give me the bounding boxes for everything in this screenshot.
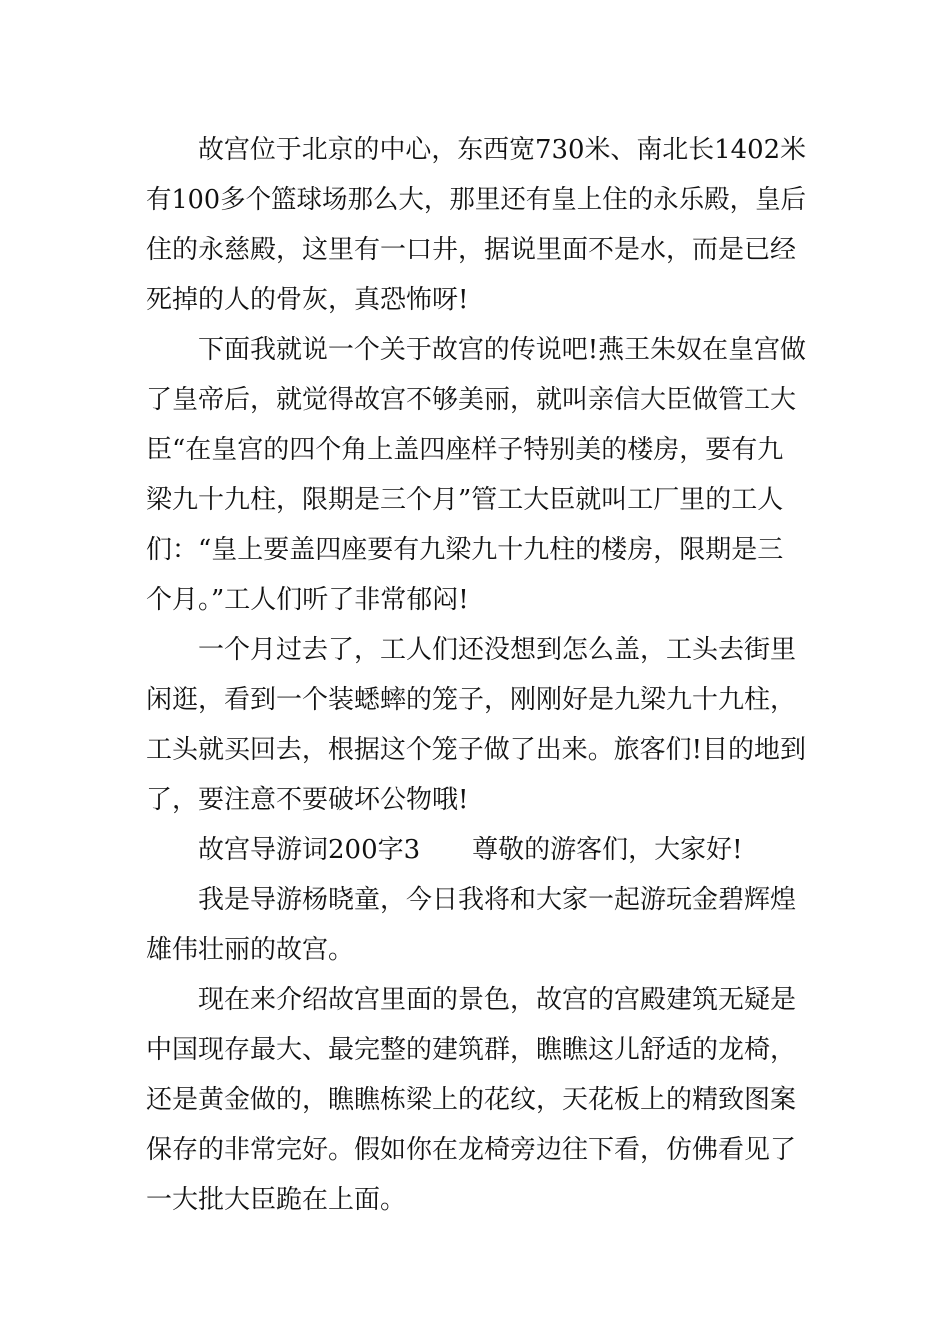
paragraph-text: 我是导游杨晓童，今日我将和大家一起游玩金碧辉煌 (198, 885, 797, 915)
paragraph-line (0, 1030, 950, 1070)
paragraph-line (0, 380, 950, 420)
paragraph-text: 闲逛，看到一个装蟋蟀的笼子，刚刚好是九梁九十九柱， (146, 685, 797, 715)
paragraph-line (0, 630, 950, 670)
paragraph-line (0, 330, 950, 370)
paragraph-text: 们：“皇上要盖四座要有九梁九十九柱的楼房，限期是三 (146, 535, 784, 565)
paragraph-line (0, 530, 950, 570)
paragraph-text: 下面我就说一个关于故宫的传说吧!燕王朱奴在皇宫做 (198, 335, 807, 365)
paragraph-line (0, 1180, 950, 1220)
paragraph-line (0, 730, 950, 770)
paragraph-text: 故宫位于北京的中心，东西宽730米、南北长1402米 (198, 135, 807, 165)
paragraph-line (0, 480, 950, 520)
paragraph-line (0, 180, 950, 220)
paragraph-line (0, 430, 950, 470)
paragraph-text: 死掉的人的骨灰，真恐怖呀! (146, 285, 469, 315)
paragraph-line (0, 980, 950, 1020)
paragraph-text: 工头就买回去，根据这个笼子做了出来。旅客们!目的地到 (146, 735, 806, 765)
paragraph-text: 住的永慈殿，这里有一口井，据说里面不是水，而是已经 (146, 235, 797, 265)
paragraph-line (0, 230, 950, 270)
paragraph-text: 臣“在皇宫的四个角上盖四座样子特别美的楼房，要有九 (146, 435, 784, 465)
paragraph-line (0, 1130, 950, 1170)
paragraph-text: 保存的非常完好。假如你在龙椅旁边往下看，仿佛看见了 (146, 1135, 797, 1165)
section-heading-line (0, 830, 950, 870)
paragraph-text: 个月。”工人们听了非常郁闷! (146, 585, 469, 615)
paragraph-text: 了皇帝后，就觉得故宫不够美丽，就叫亲信大臣做管工大 (146, 385, 797, 415)
paragraph-line (0, 930, 950, 970)
paragraph-text: 现在来介绍故宫里面的景色，故宫的宫殿建筑无疑是 (198, 985, 797, 1015)
paragraph-line (0, 680, 950, 720)
section-heading-text: 故宫导游词200字3 尊敬的游客们，大家好! (198, 835, 743, 865)
paragraph-text: 中国现存最大、最完整的建筑群，瞧瞧这儿舒适的龙椅， (146, 1035, 797, 1065)
paragraph-text: 一个月过去了，工人们还没想到怎么盖，工头去街里 (198, 635, 797, 665)
paragraph-line (0, 280, 950, 320)
paragraph-text: 了，要注意不要破坏公物哦! (146, 785, 469, 815)
paragraph-line (0, 580, 950, 620)
paragraph-line (0, 130, 950, 170)
paragraph-text: 一大批大臣跪在上面。 (146, 1185, 407, 1215)
paragraph-text: 梁九十九柱，限期是三个月”管工大臣就叫工厂里的工人 (146, 485, 784, 515)
paragraph-line (0, 880, 950, 920)
paragraph-text: 有100多个篮球场那么大，那里还有皇上住的永乐殿，皇后 (146, 185, 807, 215)
paragraph-text: 还是黄金做的，瞧瞧栋梁上的花纹，天花板上的精致图案 (146, 1085, 797, 1115)
paragraph-text: 雄伟壮丽的故宫。 (146, 935, 355, 965)
paragraph-line (0, 1080, 950, 1120)
paragraph-line (0, 780, 950, 820)
